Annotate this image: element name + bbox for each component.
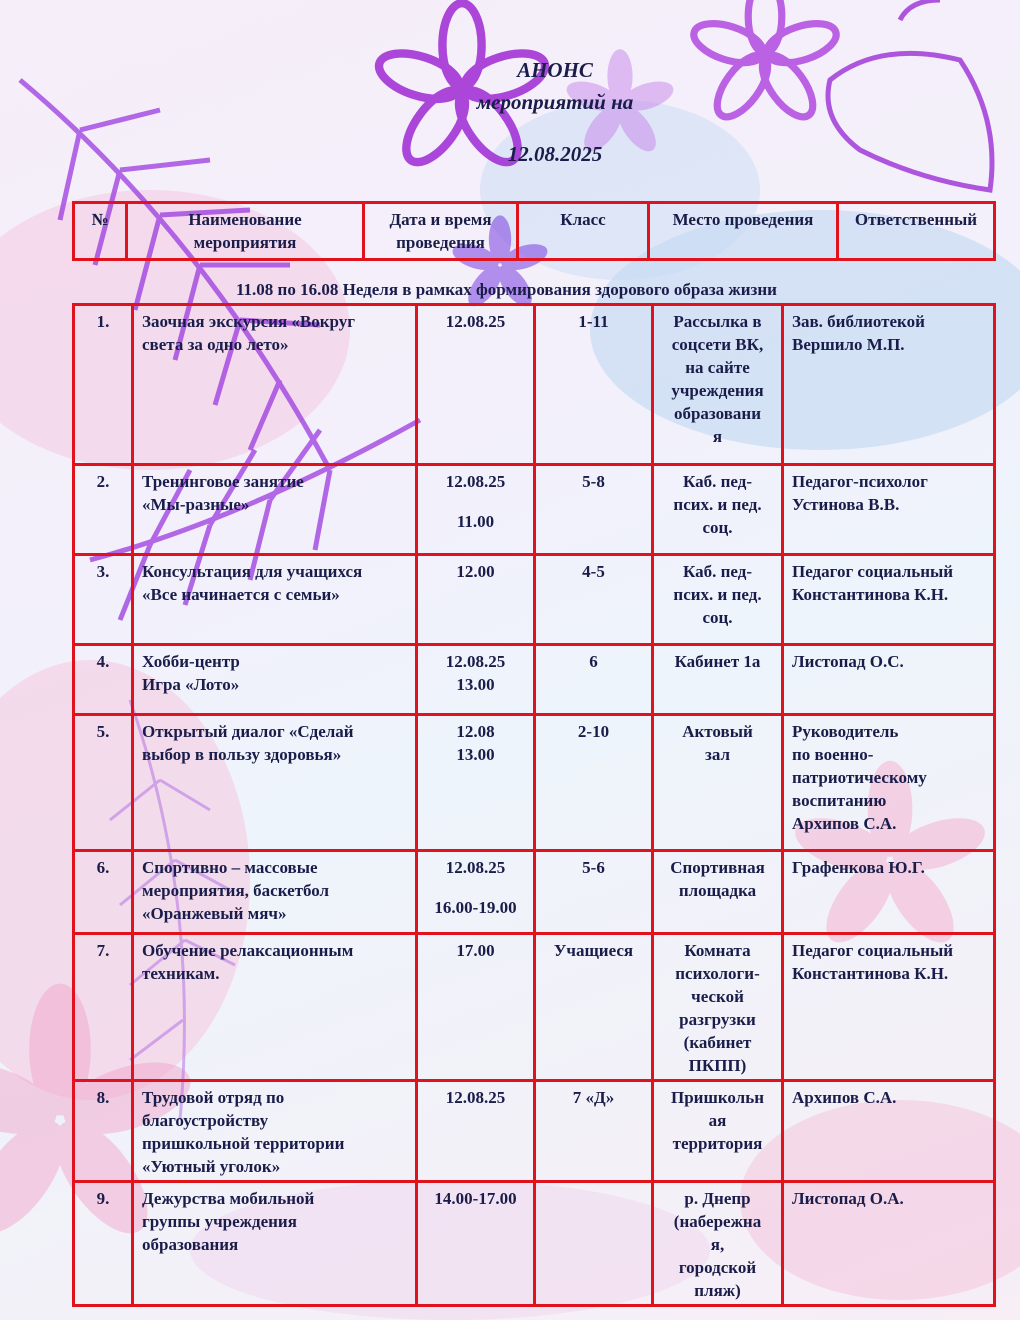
event-name-line: Тренинговое занятие <box>142 472 304 491</box>
event-date-time <box>417 851 535 934</box>
event-date-time-line: 14.00-17.00 <box>434 1189 517 1208</box>
event-place-line: (набережна <box>673 1212 762 1231</box>
event-date-time-line: 13.00 <box>456 745 495 764</box>
event-name-line: Дежурства мобильной <box>142 1189 315 1208</box>
event-name-line: «Мы-разные» <box>142 495 250 514</box>
event-name-line: «Оранжевый мяч» <box>142 904 287 923</box>
event-place-line: соцсети ВК, <box>671 335 764 354</box>
event-place-line: соц. <box>702 518 733 537</box>
event-responsible-line: Графенкова Ю.Г. <box>792 858 925 877</box>
event-class: 2-10 <box>535 715 653 851</box>
event-place-line: ПКПП) <box>688 1056 747 1075</box>
col-header-place: Место проведения <box>649 203 838 260</box>
row-number: 8. <box>74 1081 133 1182</box>
event-date-time-line: 12.08.25 <box>445 472 506 491</box>
event-place-line: городской <box>678 1258 757 1277</box>
event-place <box>653 555 783 645</box>
event-place-line: Актовый <box>682 722 753 741</box>
event-place-line: Каб. пед- <box>683 472 752 491</box>
event-responsible-line: Константинова К.Н. <box>792 585 949 604</box>
row-number: 5. <box>74 715 133 851</box>
event-class: 6 <box>535 645 653 715</box>
event-responsible-line: Педагог социальный <box>792 562 954 581</box>
event-place-line: учреждения <box>671 381 764 400</box>
event-responsible <box>783 555 995 645</box>
events-table <box>72 303 996 1307</box>
event-responsible-line: Архипов С.А. <box>792 814 897 833</box>
event-date-time-line: 12.08.25 <box>445 312 506 331</box>
event-date-time <box>417 1182 535 1306</box>
event-responsible <box>783 934 995 1081</box>
announcement-title: АНОНС <box>517 58 593 82</box>
event-place-line: образовани <box>673 404 762 423</box>
event-date-time <box>417 305 535 465</box>
event-responsible-line: Листопад О.А. <box>792 1189 904 1208</box>
table-row <box>74 1182 995 1306</box>
event-responsible-line: Педагог социальный <box>792 941 954 960</box>
event-place-line: разгрузки <box>679 1010 756 1029</box>
event-name-line: пришкольной территории <box>142 1134 345 1153</box>
col-header-class: Класс <box>518 203 649 260</box>
event-name-line: Открытый диалог «Сделай <box>142 722 354 741</box>
event-name-line: благоустройству <box>142 1111 269 1130</box>
event-name <box>133 934 417 1081</box>
event-name-line: «Все начинается с семьи» <box>142 585 340 604</box>
event-responsible-line: Руководитель <box>792 722 899 741</box>
event-name-line: Трудовой отряд по <box>142 1088 285 1107</box>
event-place-line: Кабинет 1а <box>674 652 761 671</box>
row-number: 4. <box>74 645 133 715</box>
event-date-time-line <box>426 493 525 510</box>
event-place-line: псих. и пед. <box>673 585 762 604</box>
event-name <box>133 715 417 851</box>
event-responsible <box>783 715 995 851</box>
col-header-responsible: Ответственный <box>838 203 995 260</box>
event-name-line: Спортивно – массовые <box>142 858 318 877</box>
event-name <box>133 555 417 645</box>
event-name <box>133 1182 417 1306</box>
event-date-time-line: 12.08.25 <box>445 1088 506 1107</box>
event-name-line: Заочная экскурсия «Вокруг <box>142 312 356 331</box>
event-place-line: Рассылка в <box>673 312 762 331</box>
row-number: 7. <box>74 934 133 1081</box>
event-place <box>653 934 783 1081</box>
event-place-line: Спортивная <box>670 858 765 877</box>
event-date-time-line <box>426 879 525 896</box>
row-number: 6. <box>74 851 133 934</box>
event-name-line: Обучение релаксационным <box>142 941 354 960</box>
event-name-line: Консультация для учащихся <box>142 562 363 581</box>
event-place <box>653 1081 783 1182</box>
header-table <box>72 201 996 261</box>
event-responsible <box>783 1081 995 1182</box>
row-number: 3. <box>74 555 133 645</box>
event-place-line: псих. и пед. <box>673 495 762 514</box>
event-name-line: Хобби-центр <box>142 652 240 671</box>
event-responsible-line: по военно- <box>792 745 874 764</box>
table-row <box>74 305 995 465</box>
event-responsible-line: Зав. библиотекой <box>792 312 925 331</box>
event-place-line: психологи- <box>675 964 760 983</box>
event-date-time <box>417 934 535 1081</box>
event-place-line: (кабинет <box>683 1033 752 1052</box>
event-place-line: ая <box>708 1111 727 1130</box>
event-place-line: соц. <box>702 608 733 627</box>
event-place <box>653 465 783 555</box>
announcement-subtitle: мероприятий на <box>476 90 634 114</box>
event-date-time <box>417 1081 535 1182</box>
event-place-line: р. Днепр <box>684 1189 751 1208</box>
event-date-time <box>417 465 535 555</box>
table-row <box>74 851 995 934</box>
col-header-number: № <box>74 203 127 260</box>
week-caption: 11.08 по 16.08 Неделя в рамках формирования здорового образа жизни <box>236 280 777 299</box>
row-number: 2. <box>74 465 133 555</box>
table-row <box>74 1081 995 1182</box>
event-class: 5-6 <box>535 851 653 934</box>
event-place-line: я, <box>710 1235 725 1254</box>
event-place <box>653 851 783 934</box>
table-row <box>74 934 995 1081</box>
event-responsible-line: воспитанию <box>792 791 887 810</box>
event-name <box>133 645 417 715</box>
event-place <box>653 305 783 465</box>
table-row <box>74 645 995 715</box>
event-responsible <box>783 851 995 934</box>
event-responsible <box>783 645 995 715</box>
event-name <box>133 851 417 934</box>
event-date-time-line: 12.08.25 <box>445 858 506 877</box>
event-class: 5-8 <box>535 465 653 555</box>
event-place-line: пляж) <box>694 1281 741 1300</box>
event-name <box>133 1081 417 1182</box>
event-responsible <box>783 465 995 555</box>
header-row <box>74 203 995 260</box>
event-date-time-line: 17.00 <box>456 941 495 960</box>
event-name-line: техникам. <box>142 964 220 983</box>
event-responsible <box>783 1182 995 1306</box>
event-date-time <box>417 555 535 645</box>
event-place-line: ческой <box>691 987 744 1006</box>
event-name <box>133 305 417 465</box>
event-class: 4-5 <box>535 555 653 645</box>
event-responsible-line: Листопад О.С. <box>792 652 904 671</box>
col-header-date-time: Дата и время проведения <box>364 203 518 260</box>
announcement-date: 12.08.2025 <box>507 142 603 166</box>
event-name-line: выбор в пользу здоровья» <box>142 745 342 764</box>
event-class: Учащиеся <box>535 934 653 1081</box>
event-place-line: Комната <box>684 941 751 960</box>
event-responsible-line: Вершило М.П. <box>792 335 905 354</box>
col-header-event-name: Наименование мероприятия <box>127 203 364 260</box>
event-place-line: на сайте <box>685 358 750 377</box>
event-place-line: Каб. пед- <box>683 562 752 581</box>
event-date-time-line: 11.00 <box>456 512 495 531</box>
event-name-line: образования <box>142 1235 239 1254</box>
event-name-line: света за одно лето» <box>142 335 289 354</box>
event-place <box>653 1182 783 1306</box>
event-responsible-line: патриотическому <box>792 768 927 787</box>
event-class <box>535 1182 653 1306</box>
event-responsible <box>783 305 995 465</box>
event-name <box>133 465 417 555</box>
event-name-line: Игра «Лото» <box>142 675 240 694</box>
event-date-time-line: 13.00 <box>456 675 495 694</box>
event-date-time <box>417 645 535 715</box>
event-place-line: территория <box>672 1134 763 1153</box>
event-responsible-line: Константинова К.Н. <box>792 964 949 983</box>
event-name-line: группы учреждения <box>142 1212 297 1231</box>
event-class: 7 «Д» <box>535 1081 653 1182</box>
event-place-line: я <box>712 427 723 446</box>
event-place-line: Пришкольн <box>671 1088 764 1107</box>
event-place-line: площадка <box>678 881 757 900</box>
table-row <box>74 465 995 555</box>
event-place <box>653 645 783 715</box>
event-name-line: мероприятия, баскетбол <box>142 881 330 900</box>
event-name-line: «Уютный уголок» <box>142 1157 281 1176</box>
event-date-time-line: 12.08.25 <box>445 652 506 671</box>
row-number: 9. <box>74 1182 133 1306</box>
event-place-line: зал <box>704 745 731 764</box>
event-responsible-line: Устинова В.В. <box>792 495 900 514</box>
table-row <box>74 715 995 851</box>
event-responsible-line: Архипов С.А. <box>792 1088 897 1107</box>
table-row <box>74 555 995 645</box>
event-place <box>653 715 783 851</box>
event-responsible-line: Педагог-психолог <box>792 472 928 491</box>
event-date-time <box>417 715 535 851</box>
row-number: 1. <box>74 305 133 465</box>
event-date-time-line: 16.00-19.00 <box>434 898 517 917</box>
event-date-time-line: 12.00 <box>456 562 495 581</box>
event-date-time-line: 12.08 <box>456 722 495 741</box>
event-class: 1-11 <box>535 305 653 465</box>
